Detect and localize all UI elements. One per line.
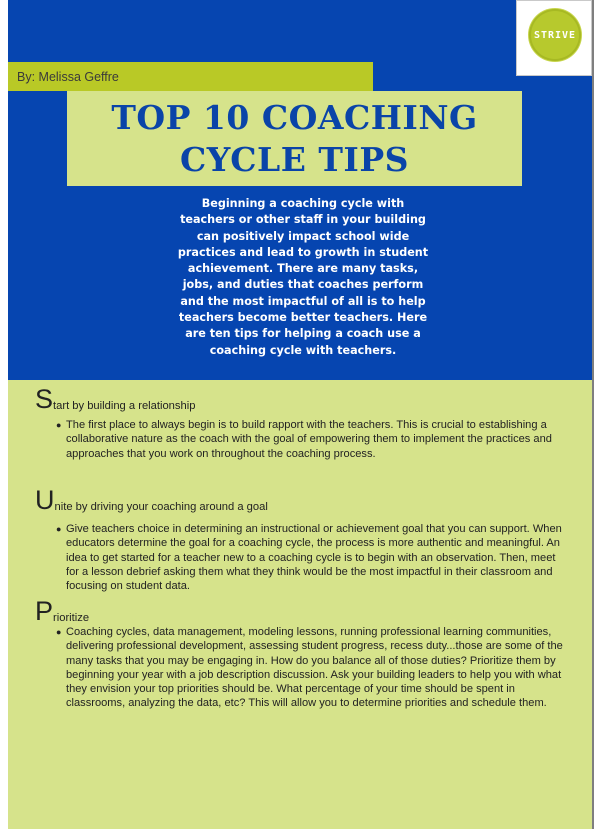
dropcap: U bbox=[35, 485, 55, 515]
intro-line: can positively impact school wide bbox=[196, 229, 410, 243]
list-item-text: Give teachers choice in determining an instructional or achievement goal that you can support. When educators determine the goal for a coaching cycle, the process is more authentic and meaningful. An idea to get started for a teacher new to a coaching cycle is to begin with an observation. Then, meet for a lesson debrief asking them what they think would be the most impactful in their classroom and focusing on student data. bbox=[66, 523, 562, 593]
author-byline: By: Melissa Geffre bbox=[17, 69, 119, 84]
logo-text: STRIVE bbox=[533, 29, 577, 41]
page-title-line-2: CYCLE TIPS bbox=[180, 139, 409, 179]
intro-line: Beginning a coaching cycle with bbox=[201, 197, 405, 210]
intro-line: and the most impactful of all is to help bbox=[180, 294, 426, 308]
section-heading-text: nite by driving your coaching around a goal bbox=[54, 501, 268, 513]
list-item bbox=[48, 418, 568, 461]
intro-line: jobs, and duties that coaches perform bbox=[182, 278, 424, 292]
section-heading-text: rioritize bbox=[53, 612, 90, 624]
intro-paragraph bbox=[171, 196, 435, 359]
logo-circle bbox=[529, 9, 581, 61]
intro-line: coaching cycle with teachers. bbox=[209, 343, 397, 357]
title-box bbox=[67, 91, 522, 186]
intro-line: practices and lead to growth in student bbox=[177, 245, 429, 259]
intro-line: achievement. There are many tasks, bbox=[187, 262, 419, 276]
document-page bbox=[8, 0, 594, 829]
bullet-icon: ● bbox=[56, 420, 62, 430]
list-item-text: The first place to always begin is to build rapport with the teachers. This is crucial to establishing a collaborative nature as the coach with the goal of empowering them to implement the practices and approaches that you work on throughout the coaching process. bbox=[66, 419, 552, 460]
intro-line: are ten tips for helping a coach use a bbox=[185, 327, 421, 341]
strive-logo bbox=[516, 0, 592, 76]
list-item bbox=[48, 625, 568, 711]
page-title-line-1: TOP 10 COACHING bbox=[111, 97, 478, 137]
hero-banner bbox=[8, 0, 592, 380]
intro-line: teachers or other staff in your building bbox=[180, 213, 426, 227]
dropcap: S bbox=[35, 384, 54, 414]
section-heading-text: tart by building a relationship bbox=[53, 400, 196, 412]
section-heading-s bbox=[35, 386, 195, 412]
bullet-icon: ● bbox=[56, 627, 62, 637]
author-band bbox=[8, 62, 373, 91]
list-item bbox=[48, 522, 568, 593]
section-heading-p bbox=[35, 598, 89, 624]
intro-line: teachers become better teachers. Here bbox=[178, 311, 428, 325]
list-item-text: Coaching cycles, data management, modeling lessons, running professional learning communities, delivering professional development, assessing student progress, recess duty...those are some of the many tasks that you may be engaging in. How do you balance all of those duties? Prioritize them by beginning your year with a job description discussion. Ask your building leaders to help you with what they envision your top priorities should be. What percentage of your time should be spent in classrooms, analyzing the data, etc? This will allow you to determine priorities and schedule them. bbox=[66, 626, 563, 710]
dropcap: P bbox=[35, 596, 54, 626]
bullet-icon: ● bbox=[56, 524, 62, 534]
section-heading-u bbox=[35, 487, 268, 513]
tips-content bbox=[8, 380, 592, 829]
